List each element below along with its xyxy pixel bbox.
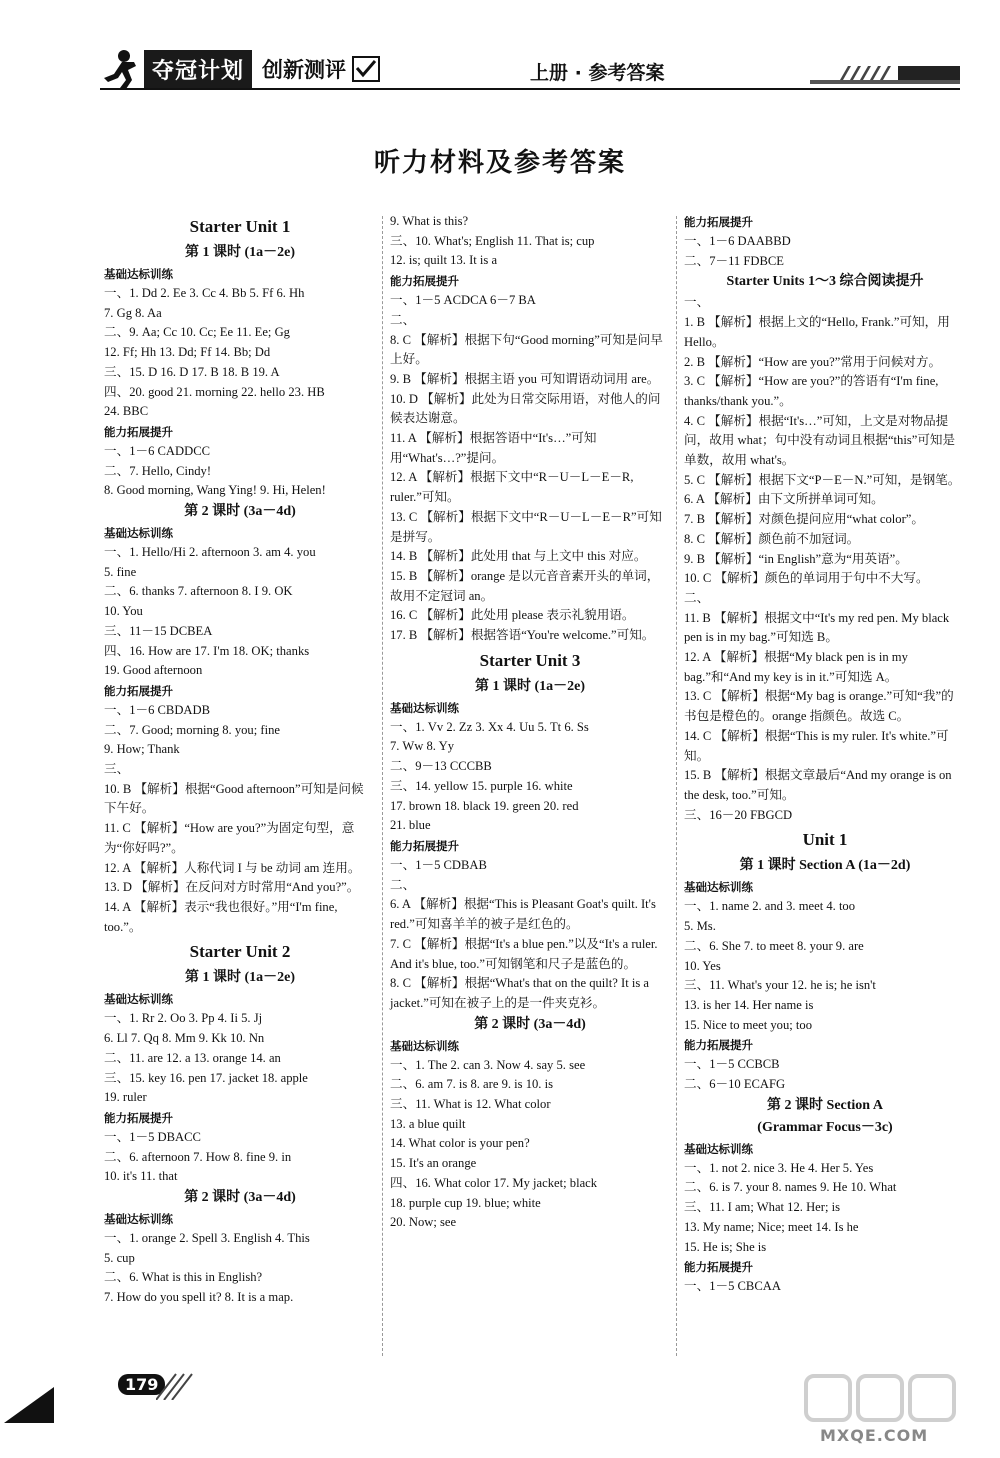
answer-explanation: 3. C 【解析】“How are you?”的答语有“I'm fine, thanks/thank you.”。: [684, 374, 939, 408]
answer-line: 一、1－5 CBCAA: [684, 1279, 781, 1294]
answer-line: 18. purple cup 19. blue; white: [390, 1195, 541, 1210]
answer-explanation: 11. B 【解析】根据文中“It's my red pen. My black pen is in my bag.”可知选 B。: [684, 610, 950, 645]
page-title: 听力材料及参考答案: [373, 148, 626, 178]
answer-explanation: 7. C 【解析】根据“It's a blue pen.”以及“It's a ruler. And it's blue, too.”可知钢笔和尺子是蓝色的。: [390, 936, 658, 971]
answer-line: 一、1. not 2. nice 3. He 4. Her 5. Yes: [684, 1160, 874, 1175]
page-header: [0, 0, 1000, 110]
answer-line: 一、1－5 ACDCA 6－7 BA: [390, 293, 536, 308]
answer-line: 二、6. thanks 7. afternoon 8. I 9. OK: [104, 584, 293, 599]
column-divider: [382, 216, 383, 1356]
column-divider: [676, 216, 677, 1356]
lesson-heading: Starter Units 1～3 综合阅读提升: [726, 274, 924, 290]
section-heading: 基础达标训练: [390, 1038, 459, 1053]
answer-line: 12. is; quilt 13. It is a: [390, 253, 498, 268]
section-heading: 能力拓展提升: [684, 1260, 753, 1275]
answer-line: 四、20. good 21. morning 22. hello 23. HB: [104, 384, 325, 399]
answer-line: 19. ruler: [104, 1090, 147, 1105]
answer-line: 5. Ms.: [684, 919, 716, 934]
answer-explanation: 12. A 【解析】根据下文中“R－U－L－E－R, ruler.”可知。: [390, 470, 634, 505]
header-right-text: 上册 · 参考答案: [530, 62, 665, 84]
answer-line: 一、1. The 2. can 3. Now 4. say 5. see: [390, 1057, 586, 1072]
answer-explanation: 1. B 【解析】根据上文的“Hello, Frank.”可知，用 Hello。: [684, 315, 950, 349]
answer-line: 20. Now; see: [390, 1215, 457, 1230]
answer-column-3: [684, 212, 966, 1297]
header-stripes: [810, 66, 960, 84]
answer-explanation: 13. C 【解析】根据“My bag is orange.”可知“我”的书包是橙色的。orange 指颜色。故选 C。: [684, 689, 954, 724]
answer-line: 四、16. What color 17. My jacket; black: [390, 1175, 598, 1190]
answer-line: 9. What is this?: [390, 214, 469, 228]
page-footer: [0, 1366, 1000, 1458]
answer-line: 15. It's an orange: [390, 1156, 477, 1171]
answer-line: 三、: [104, 762, 130, 777]
answer-line: 二、7－11 FDBCE: [684, 253, 784, 268]
section-heading: 基础达标训练: [104, 526, 173, 541]
section-heading: 能力拓展提升: [684, 1038, 753, 1053]
answer-line: 一、1－5 CCBCB: [684, 1057, 780, 1072]
answer-explanation: 13. D 【解析】在反问对方时常用“And you?”。: [104, 880, 360, 895]
answer-line: 一、1. orange 2. Spell 3. English 4. This: [104, 1231, 310, 1246]
answer-explanation: 16. C 【解析】此处用 please 表示礼貌用语。: [390, 608, 635, 623]
answer-explanation: 14. A 【解析】表示“我也很好。”用“I'm fine, too.”。: [104, 899, 338, 934]
answer-explanation: 10. B 【解析】根据“Good afternoon”可知是问候下午好。: [104, 781, 364, 816]
answer-line: 一、1－6 CADDCC: [104, 443, 211, 458]
answer-line: 一、1. name 2. and 3. meet 4. too: [684, 899, 856, 914]
unit-title: Starter Unit 3: [479, 650, 581, 670]
answer-line: 三、11. I am; What 12. Her; is: [684, 1200, 840, 1215]
section-heading: 能力拓展提升: [390, 838, 459, 853]
answer-line: 二、7. Good; morning 8. you; fine: [104, 722, 280, 737]
answer-line: 21. blue: [390, 818, 431, 833]
watermark-text: MXQE.COM: [820, 1426, 929, 1445]
section-heading: 基础达标训练: [390, 700, 459, 715]
answer-explanation: 4. C 【解析】根据“It's…”可知，上文是对物品提问，故用 what；句中没有动词且根据“this”可知是单数，故用 what's。: [684, 413, 956, 468]
answer-line: 9. How; Thank: [104, 742, 180, 757]
corner-triangle-icon: [4, 1387, 54, 1423]
answer-line: 一、1. Dd 2. Ee 3. Cc 4. Bb 5. Ff 6. Hh: [104, 286, 305, 300]
lesson-heading: 第 2 课时 (3a－4d): [184, 504, 296, 520]
answer-line: 一、1. Vv 2. Zz 3. Xx 4. Uu 5. Tt 6. Ss: [390, 719, 589, 734]
section-heading: 能力拓展提升: [684, 215, 753, 229]
answer-line: 二、9. Aa; Cc 10. Cc; Ee 11. Ee; Gg: [104, 325, 290, 340]
answer-explanation: 11. C 【解析】“How are you?”为固定句型，意为“你好吗?”。: [104, 821, 355, 855]
answer-line: 14. What color is your pen?: [390, 1136, 530, 1151]
answer-line: 三、11－15 DCBEA: [104, 623, 213, 638]
answer-line: 17. brown 18. black 19. green 20. red: [390, 798, 579, 813]
answer-line: 三、11. What's your 12. he is; he isn't: [684, 978, 876, 993]
answer-line: 6. Ll 7. Qq 8. Mm 9. Kk 10. Nn: [104, 1031, 265, 1046]
answer-line: 15. He is; She is: [684, 1239, 767, 1254]
answer-line: 二、: [390, 877, 416, 892]
answer-line: 四、16. How are 17. I'm 18. OK; thanks: [104, 643, 310, 658]
answer-line: 二、9－13 CCCBB: [390, 759, 492, 774]
section-heading: 能力拓展提升: [390, 274, 459, 289]
lesson-heading: 第 1 课时 (1a－2e): [184, 245, 296, 260]
section-heading: 基础达标训练: [104, 1212, 173, 1227]
answer-line: 一、1－5 CDBAB: [390, 857, 487, 872]
answer-explanation: 14. B 【解析】此处用 that 与上文中 this 对应。: [390, 549, 647, 564]
brand-subtitle: 创新测评: [262, 58, 347, 82]
answer-line: 三、14. yellow 15. purple 16. white: [390, 778, 573, 793]
answer-line: 19. Good afternoon: [104, 663, 203, 678]
answer-line: 二、6. She 7. to meet 8. your 9. are: [684, 938, 864, 953]
section-heading: 基础达标训练: [104, 992, 173, 1007]
section-heading: 能力拓展提升: [104, 424, 173, 439]
answer-explanation: 10. C 【解析】颜色的单词用于句中不大写。: [684, 571, 929, 586]
answer-explanation: 8. C 【解析】颜色前不加冠词。: [684, 531, 860, 546]
answer-explanation: 6. A 【解析】由下文所拼单词可知。: [684, 492, 884, 507]
answer-line: 10. You: [104, 604, 143, 619]
answer-line: 一、1－6 CBDADB: [104, 702, 211, 717]
answer-line: 一、: [684, 295, 710, 310]
answer-line: 三、15. key 16. pen 17. jacket 18. apple: [104, 1070, 308, 1085]
answer-line: 二、6. afternoon 7. How 8. fine 9. in: [104, 1149, 292, 1164]
answer-line: 一、1－6 DAABBD: [684, 234, 791, 248]
answer-line: 二、: [684, 590, 710, 605]
answer-column-2: [390, 212, 670, 1233]
answer-line: 13. My name; Nice; meet 14. Is he: [684, 1219, 859, 1234]
answer-line: 一、1－5 DBACC: [104, 1129, 201, 1144]
unit-title: Starter Unit 1: [189, 217, 291, 236]
answer-line: 13. is her 14. Her name is: [684, 997, 814, 1012]
check-icon: [352, 56, 380, 82]
answer-explanation: 15. B 【解析】orange 是以元音音素开头的单词，故用不定冠词 an。: [390, 568, 660, 603]
answer-line: 8. Good morning, Wang Ying! 9. Hi, Helen!: [104, 483, 326, 498]
answer-explanation: 8. C 【解析】根据下句“Good morning”可知是问早上好。: [390, 332, 663, 367]
answer-line: 三、10. What's; English 11. That is; cup: [390, 233, 595, 248]
header-rule: [100, 88, 960, 90]
answer-line: 13. a blue quilt: [390, 1116, 466, 1131]
answer-explanation: 12. A 【解析】根据“My black pen is in my bag.”和“And my key is in it.”可知选 A。: [684, 650, 908, 684]
answer-explanation: 2. B 【解析】“How are you?”常用于问候对方。: [684, 354, 942, 369]
answer-explanation: 11. A 【解析】根据答语中“It's…”可知用“What's…?”提问。: [390, 431, 597, 465]
section-heading: 基础达标训练: [684, 880, 753, 895]
answer-line: 二、: [390, 312, 416, 327]
answer-line: 5. fine: [104, 564, 137, 579]
section-heading: 基础达标训练: [104, 267, 173, 281]
answer-line: 二、11. are 12. a 13. orange 14. an: [104, 1050, 281, 1065]
answer-explanation: 17. B 【解析】根据答语“You're welcome.”可知。: [390, 628, 655, 643]
runner-icon: [100, 48, 140, 90]
answer-explanation: 13. C 【解析】根据下文中“R－U－L－E－R”可知是拼写。: [390, 509, 662, 544]
answer-line: 二、7. Hello, Cindy!: [104, 463, 212, 478]
answer-line: 二、6. is 7. your 8. names 9. He 10. What: [684, 1180, 897, 1195]
answer-line: 二、6－10 ECAFG: [684, 1077, 786, 1092]
answer-explanation: 9. B 【解析】“in English”意为“用英语”。: [684, 551, 908, 566]
answer-line: 7. How do you spell it? 8. It is a map.: [104, 1290, 294, 1305]
footer-stripes: [156, 1370, 206, 1400]
answer-explanation: 9. B 【解析】根据主语 you 可知谓语动词用 are。: [390, 371, 660, 386]
unit-title: Unit 1: [802, 830, 848, 850]
section-heading: 基础达标训练: [684, 1141, 753, 1156]
lesson-heading: 第 2 课时 (3a－4d): [184, 1190, 296, 1206]
answer-line: 15. Nice to meet you; too: [684, 1017, 813, 1032]
answer-explanation: 10. D 【解析】此处为日常交际用语，对他人的问候表达谢意。: [390, 391, 661, 426]
answer-line: 三、11. What is 12. What color: [390, 1097, 551, 1112]
answer-explanation: 6. A 【解析】根据“This is Pleasant Goat's quilt. It's red.”可知喜羊羊的被子是红色的。: [390, 897, 656, 932]
answer-line: 12. Ff; Hh 13. Dd; Ff 14. Bb; Dd: [104, 345, 271, 360]
answer-line: 二、6. What is this in English?: [104, 1270, 263, 1285]
section-heading: 能力拓展提升: [104, 1110, 173, 1125]
answer-explanation: 12. A 【解析】人称代词 I 与 be 动词 am 连用。: [104, 860, 361, 875]
answer-column-1: [104, 212, 376, 1308]
answer-line: 三、16－20 FBGCD: [684, 807, 793, 822]
unit-title: Starter Unit 2: [189, 942, 291, 962]
answer-explanation: 5. C 【解析】根据下文“P－E－N.”可知，是钢笔。: [684, 472, 961, 487]
answer-line: 24. BBC: [104, 404, 149, 419]
page-number: 179: [118, 1374, 165, 1395]
answer-explanation: 14. C 【解析】根据“This is my ruler. It's white.”可知。: [684, 728, 949, 763]
answer-explanation: 15. B 【解析】根据文章最后“And my orange is on the desk, too.”可知。: [684, 768, 952, 802]
answer-line: 一、1. Hello/Hi 2. afternoon 3. am 4. you: [104, 545, 316, 560]
lesson-heading: 第 2 课时 (3a－4d): [474, 1016, 586, 1032]
answer-line: 二、6. am 7. is 8. are 9. is 10. is: [390, 1077, 554, 1092]
lesson-heading: 第 1 课时 (1a－2e): [474, 678, 586, 694]
answer-line: 7. Ww 8. Yy: [390, 739, 455, 754]
section-heading: 能力拓展提升: [104, 683, 173, 698]
lesson-heading: 第 2 课时 Section A: [767, 1097, 883, 1113]
answer-line: 10. Yes: [684, 958, 721, 973]
brand-logo: [100, 48, 380, 90]
lesson-heading: 第 1 课时 Section A (1a－2d): [739, 858, 911, 874]
answer-explanation: 7. B 【解析】对颜色提问应用“what color”。: [684, 512, 924, 527]
answer-line: 10. it's 11. that: [104, 1169, 178, 1184]
answer-line: 5. cup: [104, 1250, 135, 1265]
answer-line: 一、1. Rr 2. Oo 3. Pp 4. Ii 5. Jj: [104, 1011, 263, 1026]
answer-explanation: 8. C 【解析】根据“What's that on the quilt? It is a jacket.”可知在被子上的是一件夹克衫。: [390, 976, 650, 1010]
brand-name: 夺冠计划: [144, 50, 252, 89]
lesson-heading: (Grammar Focus－3c): [757, 1119, 893, 1135]
answer-line: 三、15. D 16. D 17. B 18. B 19. A: [104, 364, 280, 379]
answer-line: 7. Gg 8. Aa: [104, 305, 162, 320]
lesson-heading: 第 1 课时 (1a－2e): [184, 970, 296, 986]
